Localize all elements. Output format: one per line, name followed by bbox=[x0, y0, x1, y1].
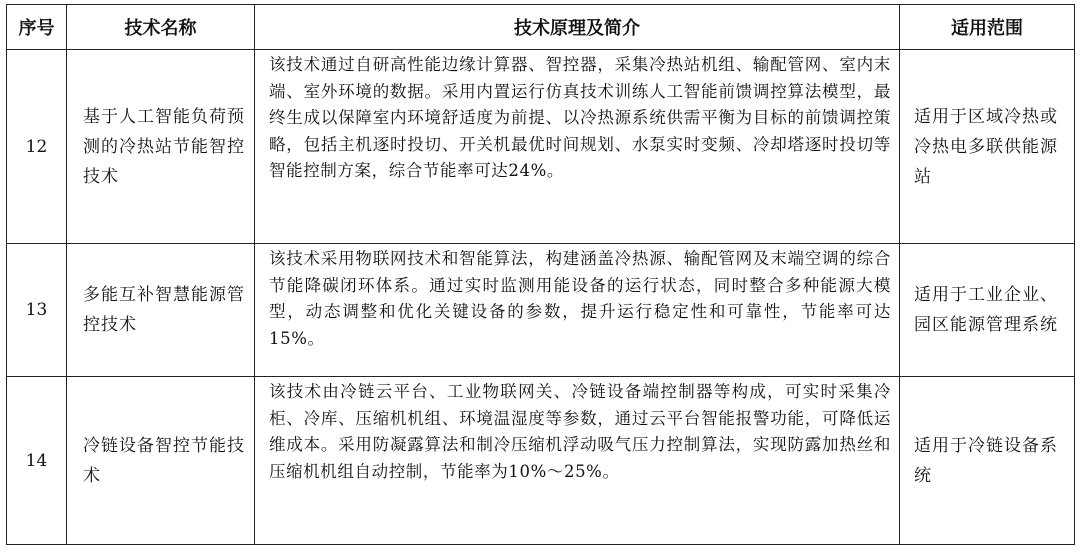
row-serial-number: 14 bbox=[7, 377, 67, 545]
header-row bbox=[7, 5, 1075, 50]
table-row bbox=[7, 244, 1075, 377]
row-applicable-scope: 适用于冷链设备系统 bbox=[900, 377, 1075, 545]
header-principle-description: 技术原理及简介 bbox=[255, 5, 900, 50]
row-applicable-scope: 适用于工业企业、园区能源管理系统 bbox=[900, 244, 1075, 377]
header-serial-number: 序号 bbox=[7, 5, 67, 50]
row-serial-number: 13 bbox=[7, 244, 67, 377]
row-technology-name: 多能互补智慧能源管控技术 bbox=[67, 244, 255, 377]
table-row bbox=[7, 377, 1075, 545]
row-technology-name: 基于人工智能负荷预测的冷热站节能智控技术 bbox=[67, 50, 255, 244]
header-applicable-scope: 适用范围 bbox=[900, 5, 1075, 50]
row-applicable-scope: 适用于区域冷热或冷热电多联供能源站 bbox=[900, 50, 1075, 244]
header-technology-name: 技术名称 bbox=[67, 5, 255, 50]
table-row bbox=[7, 50, 1075, 244]
row-description: 该技术采用物联网技术和智能算法，构建涵盖冷热源、输配管网及末端空调的综合节能降碳闭环体系。通过实时监测用能设备的运行状态，同时整合多种能源大模型，动态调整和优化关键设备的参数，提升运行稳定性和可靠性，节能率可达15%。 bbox=[255, 244, 900, 377]
technology-table bbox=[6, 4, 1075, 545]
row-serial-number: 12 bbox=[7, 50, 67, 244]
row-technology-name: 冷链设备智控节能技术 bbox=[67, 377, 255, 545]
row-description: 该技术由冷链云平台、工业物联网关、冷链设备端控制器等构成，可实时采集冷柜、冷库、压缩机机组、环境温湿度等参数，通过云平台智能报警功能，可降低运维成本。采用防凝露算法和制冷压缩机浮动吸气压力控制算法，实现防露加热丝和压缩机机组自动控制，节能率为10%～25%。 bbox=[255, 377, 900, 545]
row-description: 该技术通过自研高性能边缘计算器、智控器，采集冷热站机组、输配管网、室内末端、室外环境的数据。采用内置运行仿真技术训练人工智能前馈调控算法模型，最终生成以保障室内环境舒适度为前提、以冷热源系统供需平衡为目标的前馈调控策略，包括主机逐时投切、开关机最优时间规划、水泵实时变频、冷却塔逐时投切等智能控制方案，综合节能率可达24%。 bbox=[255, 50, 900, 244]
